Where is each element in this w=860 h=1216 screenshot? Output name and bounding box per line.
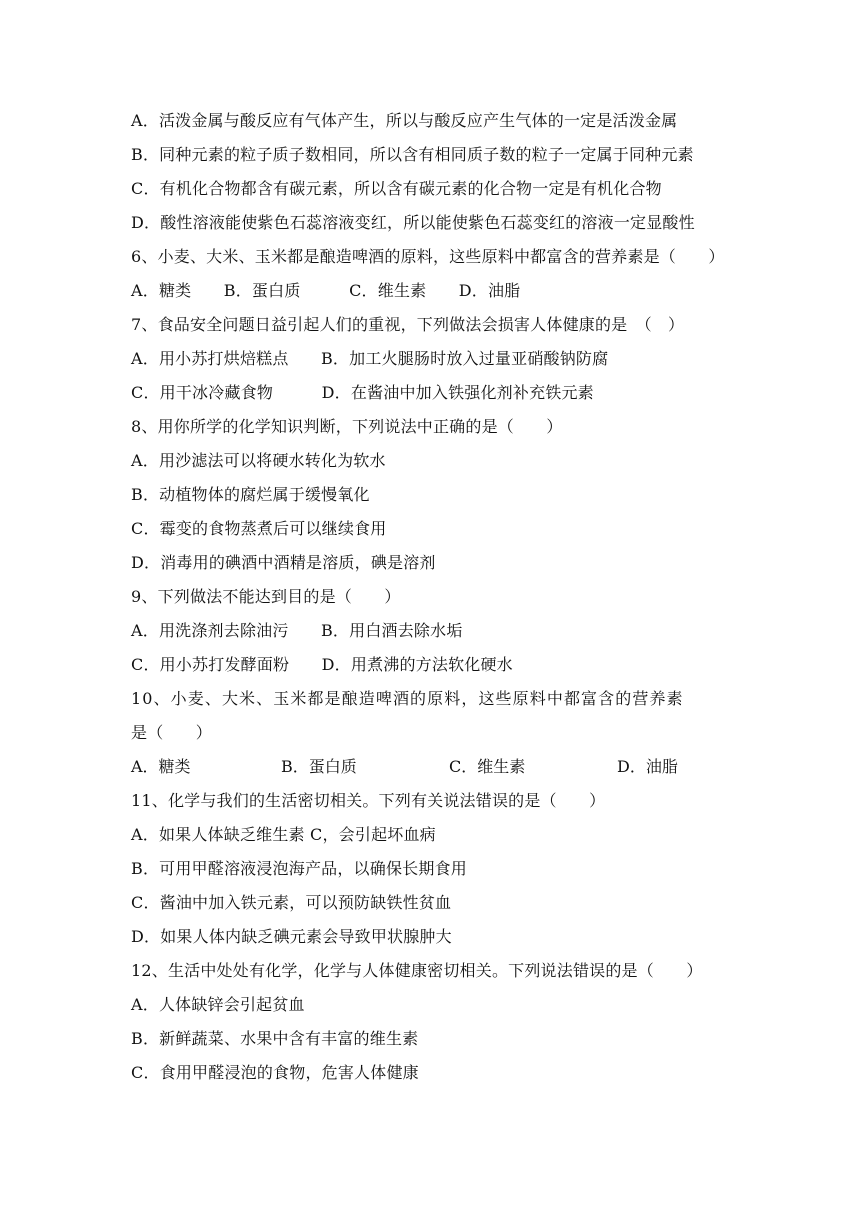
question-10-options — [131, 750, 751, 784]
question-7: 7、食品安全问题日益引起人们的重视，下列做法会损害人体健康的是 （ ） — [131, 315, 685, 334]
question-8-option-d: D．消毒用的碘酒中酒精是溶质，碘是溶剂 — [131, 553, 436, 572]
option-line: A．活泼金属与酸反应有气体产生，所以与酸反应产生气体的一定是活泼金属 — [131, 111, 678, 130]
question-10-continued: 是（ ） — [131, 723, 213, 742]
question-text-block — [131, 104, 751, 1090]
question-6-options: A．糖类 B．蛋白质 C．维生素 D．油脂 — [131, 281, 521, 300]
question-12-option-c: C．食用甲醛浸泡的食物，危害人体健康 — [131, 1063, 419, 1082]
option-b: B．蛋白质 — [281, 757, 357, 776]
question-9-options-cd: C．用小苏打发酵面粉 D．用煮沸的方法软化硬水 — [131, 655, 513, 674]
option-line: C．有机化合物都含有碳元素，所以含有碳元素的化合物一定是有机化合物 — [131, 179, 662, 198]
option-line: B．同种元素的粒子质子数相同，所以含有相同质子数的粒子一定属于同种元素 — [131, 145, 694, 164]
question-11-option-b: B．可用甲醛溶液浸泡海产品，以确保长期食用 — [131, 859, 467, 878]
question-8-option-b: B．动植物体的腐烂属于缓慢氧化 — [131, 485, 370, 504]
option-a: A．糖类 — [131, 757, 191, 776]
question-11: 11、化学与我们的生活密切相关。下列有关说法错误的是（ ） — [131, 791, 606, 810]
question-8-option-a: A．用沙滤法可以将硬水转化为软水 — [131, 451, 386, 470]
option-line: D．酸性溶液能使紫色石蕊溶液变红，所以能使紫色石蕊变红的溶液一定显酸性 — [131, 213, 695, 232]
question-7-options-cd: C．用干冰冷藏食物 D．在酱油中加入铁强化剂补充铁元素 — [131, 383, 594, 402]
option-d: D．油脂 — [617, 757, 678, 776]
question-11-option-c: C．酱油中加入铁元素，可以预防缺铁性贫血 — [131, 893, 452, 912]
question-6: 6、小麦、大米、玉米都是酿造啤酒的原料，这些原料中都富含的营养素是（ ） — [131, 247, 725, 266]
question-7-options-ab: A．用小苏打烘焙糕点 B．加工火腿肠时放入过量亚硝酸钠防腐 — [131, 349, 609, 368]
question-11-option-d: D．如果人体内缺乏碘元素会导致甲状腺肿大 — [131, 927, 452, 946]
question-12: 12、生活中处处有化学，化学与人体健康密切相关。下列说法错误的是（ ） — [131, 961, 703, 980]
question-12-option-a: A．人体缺锌会引起贫血 — [131, 995, 305, 1014]
question-9-options-ab: A．用洗涤剂去除油污 B．用白酒去除水垢 — [131, 621, 463, 640]
option-c: C．维生素 — [449, 757, 526, 776]
question-11-option-a: A．如果人体缺乏维生素 C，会引起坏血病 — [131, 825, 436, 844]
question-8-option-c: C．霉变的食物蒸煮后可以继续食用 — [131, 519, 387, 538]
question-8: 8、用你所学的化学知识判断，下列说法中正确的是（ ） — [131, 417, 563, 436]
question-12-option-b: B．新鲜蔬菜、水果中含有丰富的维生素 — [131, 1029, 419, 1048]
question-9: 9、下列做法不能达到目的是（ ） — [131, 587, 401, 606]
question-10: 10、小麦、大米、玉米都是酿造啤酒的原料，这些原料中都富含的营养素 — [131, 689, 684, 708]
